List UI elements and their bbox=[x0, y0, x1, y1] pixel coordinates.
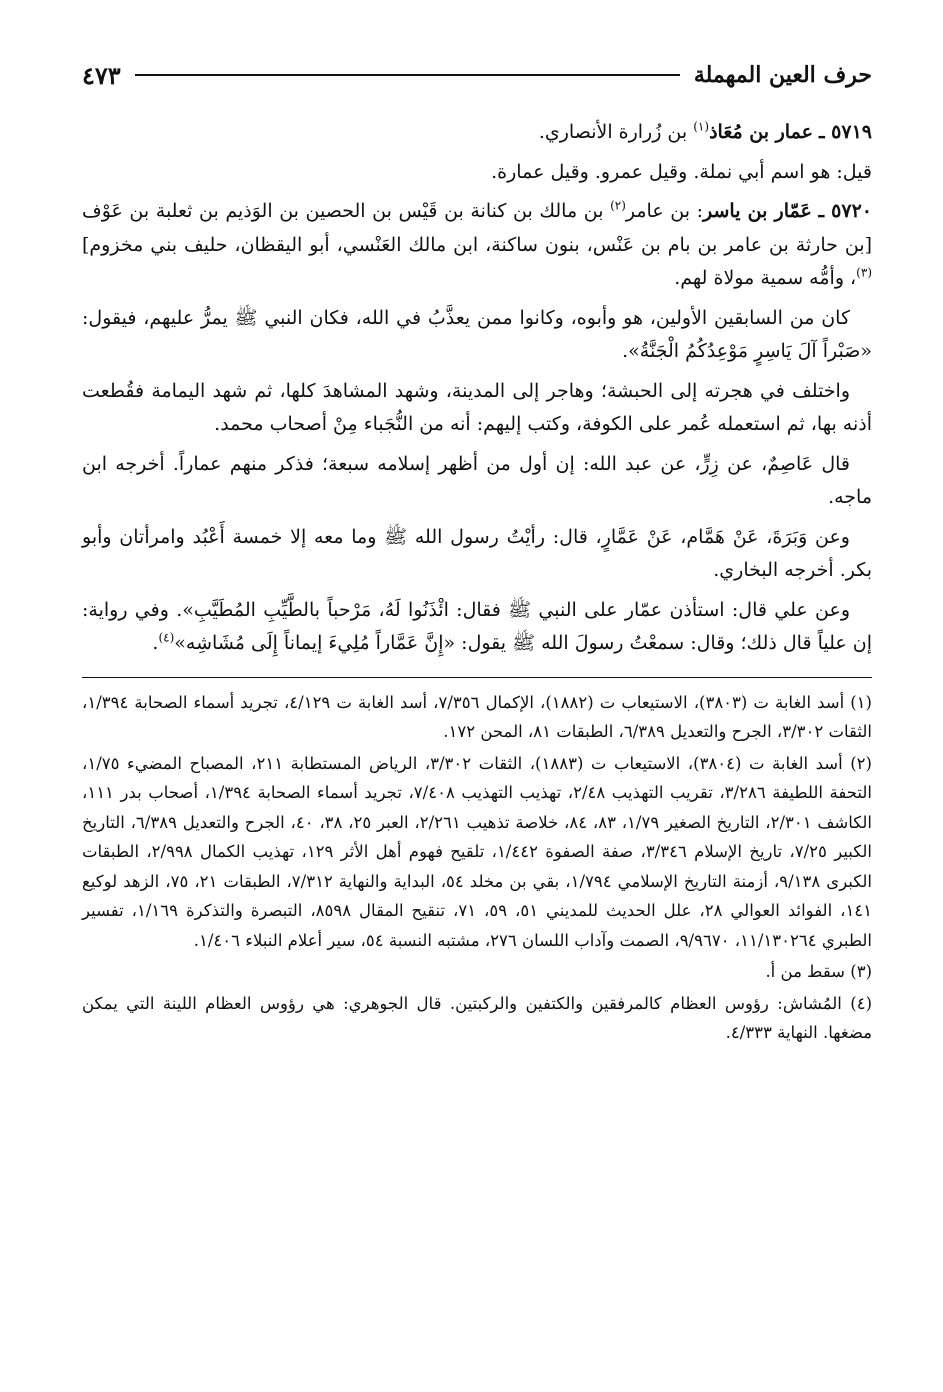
body-paragraph: واختلف في هجرته إلى الحبشة؛ وهاجر إلى المدينة، وشهد المشاهدَ كلها، ثم شهد اليمامة فقُطعت أذنه بها، ثم استعمله عُمر على الكوفة، وكتب إليهم: أنه من النُّجَباء مِنْ أصحاب محمد. bbox=[82, 379, 872, 435]
entry-number: ٥٧١٩ ـ bbox=[818, 121, 872, 143]
page-number: ٤٧٣ bbox=[82, 60, 121, 90]
entry-name: عمار بن مُعَاذ bbox=[709, 121, 813, 143]
body-paragraph: وعن وَبَرَةَ، عَنْ هَمَّام، عَنْ عَمَّارٍ، قال: رأيْتُ رسول الله ﷺ وما معه إلا خمسة أَعْبُد وامرأتان وأبو بكر. أخرجه البخاري. bbox=[82, 525, 872, 581]
body-text: وعن علي قال: استأذن عمّار على النبي ﷺ فقال: ائْذَنُوا لَهُ، مَرْحباً بالطَّيِّبِ المُطَيَّبِ». وفي رواية: إن علياً قال ذلك؛ وقال: سمعْتُ رسولَ الله ﷺ يقول: «إِنَّ عَمَّاراً مُلِيءَ إيماناً إِلَى مُشَاشِه» bbox=[82, 598, 872, 654]
main-text bbox=[82, 116, 872, 661]
footnote-ref: (١) bbox=[693, 119, 710, 134]
footnote-label: (١) bbox=[850, 692, 872, 712]
footnote-rule bbox=[82, 677, 872, 678]
entry-text: : بن عامر bbox=[625, 200, 703, 222]
header-rule bbox=[135, 74, 680, 76]
footnote-text: المُشاش: رؤوس العظام كالمرفقين والكتفين والركبتين. قال الجوهري: هي رؤوس العظام اللينة التي يمكن مضغها. النهاية ٤/٣٣٣. bbox=[82, 993, 872, 1042]
body-paragraph: كان من السابقين الأولين، هو وأبوه، وكانوا ممن يعذَّبُ في الله، فكان النبي ﷺ يمرُّ عليهم، فيقول: «صَبْراً آلَ يَاسِرٍ مَوْعِدُكُمُ الْجَنَّةُ». bbox=[82, 306, 872, 362]
body-paragraph: قال عَاصِمٌ، عن زِرٍّ، عن عبد الله: إن أول من أظهر إسلامه سبعة؛ فذكر منهم عماراً. أخرجه ابن ماجه. bbox=[82, 452, 872, 508]
footnote-label: (٢) bbox=[850, 753, 872, 773]
footnote-ref: (٤) bbox=[158, 630, 175, 645]
footnote bbox=[82, 989, 872, 1048]
footnote-ref: (٣) bbox=[856, 265, 872, 280]
entry-text: بن مالك بن كنانة بن قَيْس بن الحصين بن الوَذيم بن ثعلبة بن عَوْف [بن حارثة بن عامر بن بام بن عَنْس، بنون ساكنة، ابن مالك العَنْسي، أبو اليقظان، حليف بني مخزوم] bbox=[82, 200, 872, 256]
footnote-text: أسد الغابة ت (٣٨٠٤)، الاستيعاب ت (١٨٨٣)، الثقات ٣/٣٠٢، الرياض المستطابة ٢١١، المصباح المضيء ١/٧٥، التحفة اللطيفة ٣/٢٨٦، تقريب التهذيب ٢/٤٨، تهذيب التهذيب ٧/٤٠٨، تجريد أسماء الصحابة ١/٣٩٤، أصحاب بدر ١١١، الكاشف ٢/٣٠١، التاريخ الصغير ١/٧٩، ٨٣، ٨٤، خلاصة تذهيب ٢/٢٦١، العبر ٢٥، ٣٨، ٤٠، الجرح والتعديل ٦/٣٨٩، التاريخ الكبير ٧/٢٥، تاريخ الإسلام ٣/٣٤٦، صفة الصفوة ١/٤٤٢، تلقيح فهوم أهل الأثر ١٢٩، تهذيب الكمال ٢/٩٩٨، الطبقات الكبرى ٩/١٣٨، أزمنة التاريخ الإسلامي ١/٧٩٤، بقي بن مخلد ٥٤، البداية والنهاية ٧/٣١٢، الطبقات ٢١، ٧٥، الزهد لوكيع ١٤١، الفوائد العوالي ٢٨، علل الحديث للمديني ٥١، ٥٩، ٧١، تنقيح المقال ٨٥٩٨، التبصرة والتذكرة ١/١٦٩، تفسير الطبري ١١/١٣٠٢٦٤، ٩/٩٦٧٠، الصمت وآداب اللسان ٢٧٦، مشتبه النسبة ٥٤، سير أعلام النبلاء ١/٤٠٦. bbox=[82, 753, 873, 950]
book-page bbox=[82, 50, 872, 1050]
running-title: حرف العين المهملة bbox=[693, 62, 872, 88]
footnote-label: (٤) bbox=[850, 993, 872, 1013]
footnote-text: أسد الغابة ت (٣٨٠٣)، الاستيعاب ت (١٨٨٢)، الإكمال ٧/٣٥٦، أسد الغابة ت ٤/١٢٩، تجريد أسماء الصحابة ١/٣٩٤، الثقات ٣/٣٠٢، الجرح والتعديل ٦/٣٨٩، الطبقات ٨١، المحن ١٧٢. bbox=[82, 692, 872, 741]
footnote bbox=[82, 688, 872, 747]
entry-name: عَمّار بن ياسر bbox=[703, 200, 812, 222]
footnote-label: (٣) bbox=[850, 962, 872, 981]
footnotes bbox=[82, 688, 872, 1048]
footnote bbox=[82, 749, 872, 956]
entry-note: قيل: هو اسم أبي نملة. وقيل عمرو. وقيل عمارة. bbox=[491, 160, 872, 183]
entry-5720 bbox=[82, 195, 872, 296]
footnote-ref: (٢) bbox=[610, 198, 626, 213]
body-paragraph-last bbox=[82, 594, 872, 661]
body-text: . bbox=[152, 632, 159, 654]
entry-text: بن زُرارة الأنصاري. bbox=[538, 121, 694, 143]
entry-number: ٥٧٢٠ ـ bbox=[818, 200, 872, 222]
footnote-text: سقط من أ. bbox=[765, 962, 845, 981]
entry-5719 bbox=[82, 116, 872, 150]
page-header bbox=[82, 50, 872, 100]
footnote bbox=[82, 957, 872, 987]
entry-text: ، وأمُّه سمية مولاة لهم. bbox=[674, 267, 857, 289]
